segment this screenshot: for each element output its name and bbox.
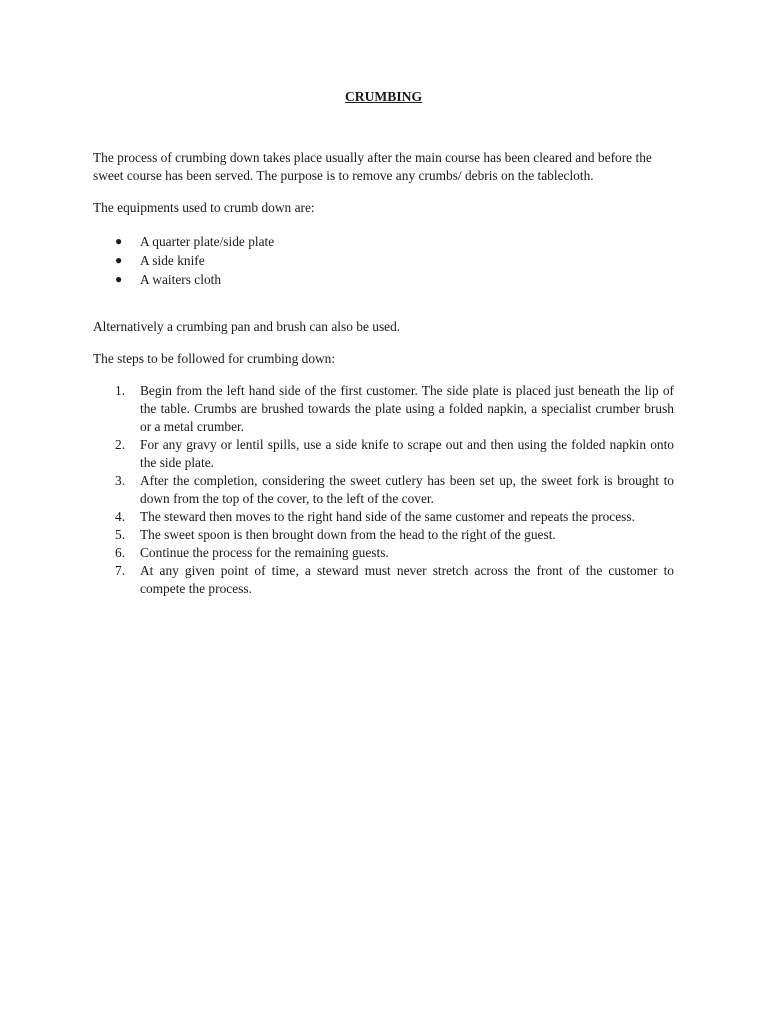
intro-paragraph: The process of crumbing down takes place usually after the main course has been cleared and before the sweet course has been served. The purpose is to remove any crumbs/ debris on the tablecloth.: [93, 149, 652, 183]
step-item: [93, 436, 674, 472]
alternative-paragraph: Alternatively a crumbing pan and brush can also be used.: [93, 319, 401, 334]
list-item: [93, 270, 674, 289]
step-text: After the completion, considering the sweet cutlery has been set up, the sweet fork is brought to down from the top of the cover, to the left of the cover.: [140, 473, 674, 506]
document-title: CRUMBING: [344, 89, 423, 104]
step-item: [93, 526, 674, 544]
step-number: 6.: [115, 545, 126, 560]
step-item: [93, 544, 674, 562]
step-text: At any given point of time, a steward must never stretch across the front of the customer to compete the process.: [140, 563, 674, 596]
bullet-icon: ●: [115, 234, 123, 248]
step-text: The steward then moves to the right hand side of the same customer and repeats the process.: [140, 509, 635, 524]
step-text: For any gravy or lentil spills, use a side knife to scrape out and then using the folded napkin onto the side plate.: [140, 437, 674, 470]
bullet-icon: ●: [115, 253, 123, 267]
steps-list: [93, 382, 674, 598]
list-item: [93, 251, 674, 270]
step-item: [93, 562, 674, 598]
list-item-text: A quarter plate/side plate: [140, 234, 275, 249]
steps-heading: The steps to be followed for crumbing down:: [93, 350, 336, 366]
equipment-heading: The equipments used to crumb down are:: [93, 199, 315, 215]
step-number: 4.: [115, 509, 126, 524]
step-number: 2.: [115, 437, 126, 452]
step-number: 7.: [115, 563, 126, 578]
step-number: 5.: [115, 527, 126, 542]
step-text: The sweet spoon is then brought down from the head to the right of the guest.: [140, 527, 556, 542]
list-item-text: A waiters cloth: [140, 272, 222, 287]
step-number: 1.: [115, 383, 126, 398]
step-text: Begin from the left hand side of the first customer. The side plate is placed just beneath the lip of the table. Crumbs are brushed towards the plate using a folded napkin, a specialist crumber brush or a metal crumber.: [140, 383, 674, 434]
step-item: [93, 508, 674, 526]
equipment-list: [93, 232, 674, 289]
step-item: [93, 472, 674, 508]
bullet-icon: ●: [115, 272, 123, 286]
document-page: [93, 88, 674, 598]
step-text: Continue the process for the remaining guests.: [140, 545, 389, 560]
list-item-text: A side knife: [140, 253, 205, 268]
step-number: 3.: [115, 473, 126, 488]
step-item: [93, 382, 674, 436]
list-item: [93, 232, 674, 251]
